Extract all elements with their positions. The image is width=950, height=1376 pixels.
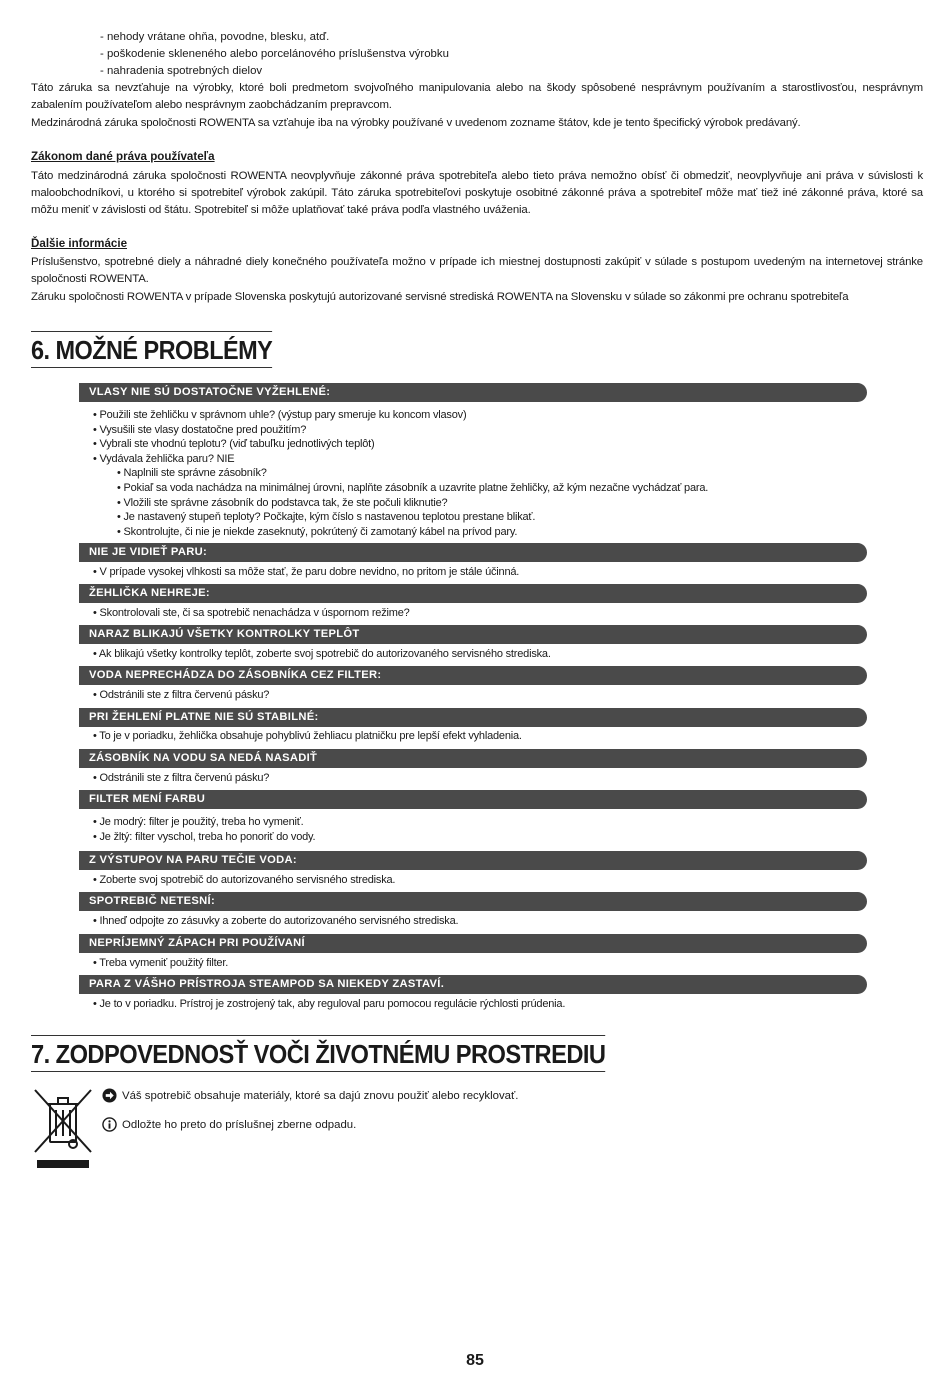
problem-items — [93, 956, 228, 971]
disposal-text: Odložte ho preto do príslušnej zberne odpadu. — [122, 1118, 357, 1131]
list-item: • Odstránili ste z filtra červenú pásku? — [93, 689, 270, 701]
page-number: 85 — [466, 1352, 484, 1369]
arrow-right-icon — [102, 1088, 117, 1103]
list-item: • Treba vymeniť použitý filter. — [93, 957, 229, 969]
problem-items — [93, 873, 395, 888]
list-item: - poškodenie skleneného alebo porcelánového príslušenstva výrobku — [100, 48, 449, 60]
problem-heading: SPOTREBIČ NETESNÍ: — [79, 892, 867, 911]
problem-items — [93, 606, 410, 621]
exclusion-paragraph: Táto záruka sa nevzťahuje na výrobky, ktoré boli predmetom svojvoľného manipulovania alebo na škody spôsobené nesprávnym používaním a starostlivosťou, nesprávnym zabalením používateľom alebo nesprávnym zaobchádzaním prepravcom. — [31, 82, 923, 111]
problem-heading: FILTER MENÍ FARBU — [79, 790, 867, 809]
recycle-text: Váš spotrebič obsahuje materiály, ktoré sa dajú znovu použiť alebo recyklovať. — [122, 1089, 519, 1102]
scope-paragraph: Medzinárodná záruka spoločnosti ROWENTA sa vzťahuje iba na výrobky používané v uvedenom zozname štátov, kde je tento špecifický výrobok predávaný. — [31, 117, 801, 129]
list-subitem: • Vložili ste správne zásobník do podstavca tak, že ste počuli kliknutie? — [117, 496, 448, 509]
section-title-problems: 6. MOŽNÉ PROBLÉMY — [31, 331, 272, 368]
problem-heading: NIE JE VIDIEŤ PARU: — [79, 543, 867, 562]
list-item: • Zoberte svoj spotrebič do autorizovaného servisného strediska. — [93, 874, 396, 886]
crossed-out-bin-icon — [31, 1086, 95, 1170]
problem-items — [93, 408, 708, 539]
list-item: • Ihneď odpojte zo zásuvky a zoberte do autorizovaného servisného strediska. — [93, 915, 459, 927]
info-heading: Ďalšie informácie — [31, 237, 128, 250]
problem-items — [93, 815, 315, 844]
list-item: - nahradenia spotrebných dielov — [100, 65, 263, 77]
info-icon — [102, 1117, 117, 1132]
problem-items — [93, 565, 519, 580]
list-item: • Vydávala žehlička paru? NIE — [93, 452, 235, 465]
info-paragraph: Príslušenstvo, spotrebné diely a náhradné diely konečného používateľa možno v prípade ich miestnej dostupnosti zakúpiť v súlade s postupom uvedeným na internetovej stránke spoločnosti ROWENTA. — [31, 256, 923, 285]
problem-items — [93, 729, 522, 744]
problem-heading: VODA NEPRECHÁDZA DO ZÁSOBNÍKA CEZ FILTER: — [79, 666, 867, 685]
problem-items — [93, 914, 458, 929]
problem-heading: NEPRÍJEMNÝ ZÁPACH PRI POUŽÍVANÍ — [79, 934, 867, 953]
list-item: • Je to v poriadku. Prístroj je zostrojený tak, aby reguloval paru pomocou regulácie rýchlosti prúdenia. — [93, 998, 566, 1010]
list-item: • V prípade vysokej vlhkosti sa môže stať, že paru dobre nevidno, no pritom je stále účinná. — [93, 566, 520, 578]
info-paragraph: Záruku spoločnosti ROWENTA v prípade Slovenska poskytujú autorizované servisné strediská ROWENTA na Slovensku v súlade so zákonmi pre ochranu spotrebiteľa — [31, 291, 849, 303]
list-item: • Ak blikajú všetky kontrolky teplôt, zoberte svoj spotrebič do autorizovaného servisného strediska. — [93, 648, 551, 660]
list-item: • Vybrali ste vhodnú teplotu? (viď tabuľku jednotlivých teplôt) — [93, 438, 375, 451]
problem-items — [93, 688, 269, 703]
warranty-exclusion-list — [100, 29, 449, 80]
list-item: • Vysušili ste vlasy dostatočne pred použitím? — [93, 423, 307, 436]
problem-heading: ZÁSOBNÍK NA VODU SA NEDÁ NASADIŤ — [79, 749, 867, 768]
problem-items — [93, 771, 269, 786]
disposal-note — [102, 1117, 356, 1132]
list-item: • Je modrý: filter je použitý, treba ho vymeniť. — [93, 816, 304, 828]
list-item: - nehody vrátane ohňa, povodne, blesku, atď. — [100, 31, 330, 43]
list-item: • To je v poriadku, žehlička obsahuje pohyblivú žehliacu platničku pre lepší efekt vyhladenia. — [93, 730, 522, 742]
problem-items — [93, 647, 551, 662]
rights-paragraph: Táto medzinárodná záruka spoločnosti ROWENTA neovplyvňuje zákonné práva spotrebiteľa alebo tieto práva nemožno obísť či obmedziť, neovplyvňuje ani práva v súvislosti k maloobchodníkovi, u ktorého si spotrebiteľ výrobok zakúpil. Táto záruka spotrebiteľovi poskytuje osobitné zákonné práva a spotrebiteľ môže mať tiež iné zákonné práva, ktoré sa môžu meniť v závislosti od štátu. Spotrebiteľ si môže uplatňovať také práva podľa vlastného uváženia. — [31, 170, 923, 216]
list-item: • Použili ste žehličku v správnom uhle? (výstup pary smeruje ku koncom vlasov) — [93, 409, 467, 421]
list-item: • Je žltý: filter vyschol, treba ho ponoriť do vody. — [93, 830, 316, 843]
list-item: • Skontrolovali ste, či sa spotrebič nenachádza v úspornom režime? — [93, 607, 410, 619]
problem-items — [93, 997, 565, 1012]
section-title-environment: 7. ZODPOVEDNOSŤ VOČI ŽIVOTNÉMU PROSTREDIU — [31, 1035, 605, 1072]
problem-heading: PARA Z VÁŠHO PRÍSTROJA STEAMPOD SA NIEKEDY ZASTAVÍ. — [79, 975, 867, 994]
recycle-note — [102, 1088, 518, 1103]
list-subitem: • Je nastavený stupeň teploty? Počkajte, kým číslo s nastavenou teplotou prestane blikať. — [117, 511, 536, 524]
problem-heading: PRI ŽEHLENÍ PLATNE NIE SÚ STABILNÉ: — [79, 708, 867, 727]
list-subitem: • Pokiaľ sa voda nachádza na minimálnej úrovni, naplňte zásobník a uzavrite platne žehličky, až kým nezačne vychádzať para. — [117, 481, 709, 494]
problem-heading: ŽEHLIČKA NEHREJE: — [79, 584, 867, 603]
list-subitem: • Skontrolujte, či nie je niekde zaseknutý, pokrútený či zamotaný kábel na prívod pary. — [117, 525, 518, 538]
problem-heading: VLASY NIE SÚ DOSTATOČNE VYŽEHLENÉ: — [79, 383, 867, 402]
problem-heading: Z VÝSTUPOV NA PARU TEČIE VODA: — [79, 851, 867, 870]
problem-heading: NARAZ BLIKAJÚ VŠETKY KONTROLKY TEPLÔT — [79, 625, 867, 644]
list-item: • Odstránili ste z filtra červenú pásku? — [93, 772, 270, 784]
list-subitem: • Naplnili ste správne zásobník? — [117, 467, 267, 480]
rights-heading: Zákonom dané práva používateľa — [31, 150, 215, 163]
